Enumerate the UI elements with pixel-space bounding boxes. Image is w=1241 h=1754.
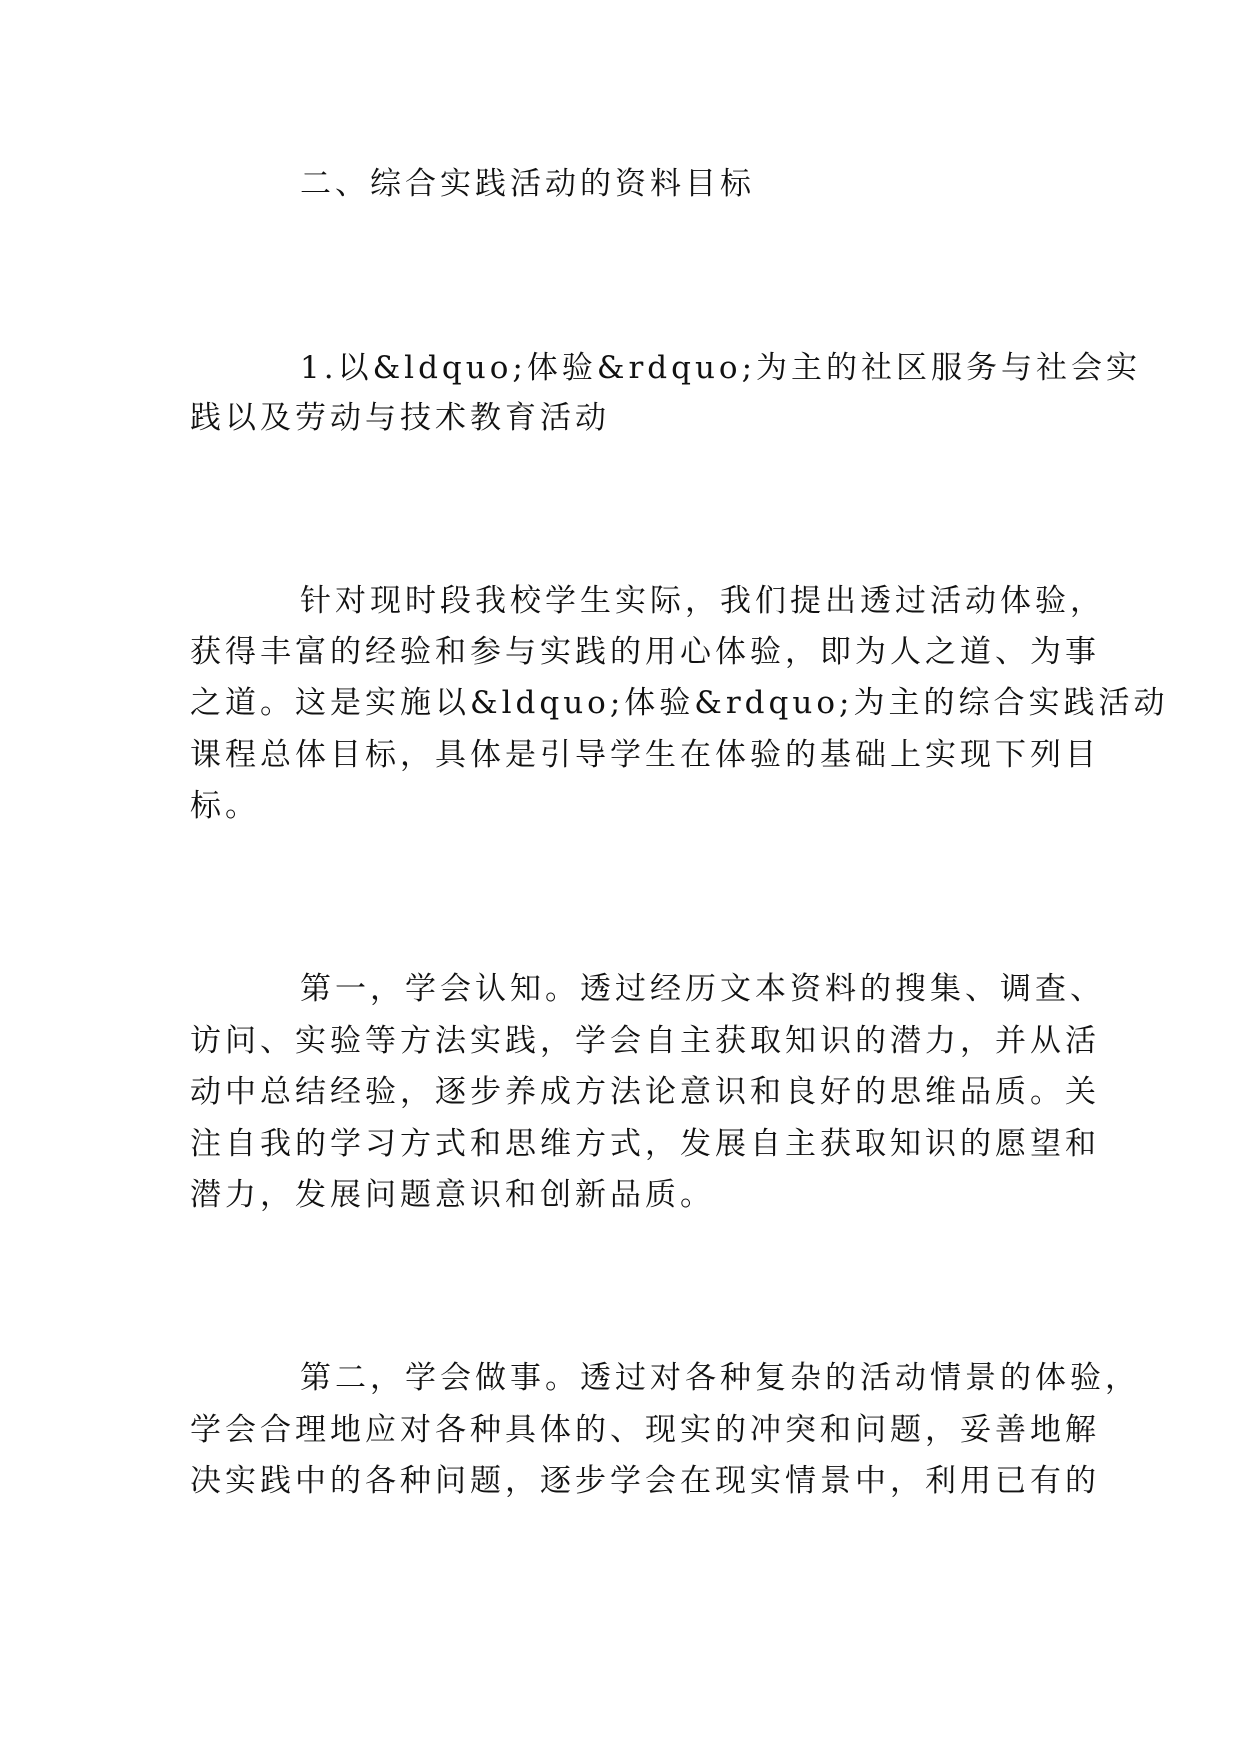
para2-line-4: 注自我的学习方式和思维方式，发展自主获取知识的愿望和 [190, 1126, 1100, 1162]
para2-line-2: 访问、实验等方法实践，学会自主获取知识的潜力，并从活 [190, 1023, 1100, 1059]
para1-line-5: 标。 [190, 788, 260, 824]
para2-line-1: 第一，学会认知。透过经历文本资料的搜集、调查、 [300, 971, 1105, 1007]
para1-line-2: 获得丰富的经验和参与实践的用心体验，即为人之道、为事 [190, 634, 1100, 670]
para1-line-1: 针对现时段我校学生实际，我们提出透过活动体验， [300, 583, 1105, 619]
para2-line-3: 动中总结经验，逐步养成方法论意识和良好的思维品质。关 [190, 1074, 1100, 1110]
para3-line-1: 第二，学会做事。透过对各种复杂的活动情景的体验， [300, 1360, 1140, 1396]
item1-line-1: 1.以&ldquo;体验&rdquo;为主的社区服务与社会实 [300, 350, 1142, 386]
para1-line-4: 课程总体目标，具体是引导学生在体验的基础上实现下列目 [190, 737, 1100, 773]
para3-line-3: 决实践中的各种问题，逐步学会在现实情景中，利用已有的 [190, 1463, 1100, 1499]
para2-line-5: 潜力，发展问题意识和创新品质。 [190, 1177, 715, 1213]
item1-line-2: 践以及劳动与技术教育活动 [190, 400, 610, 436]
para1-line-3: 之道。这是实施以&ldquo;体验&rdquo;为主的综合实践活动 [190, 685, 1169, 721]
para3-line-2: 学会合理地应对各种具体的、现实的冲突和问题，妥善地解 [190, 1412, 1100, 1448]
section-heading: 二、综合实践活动的资料目标 [300, 166, 755, 202]
